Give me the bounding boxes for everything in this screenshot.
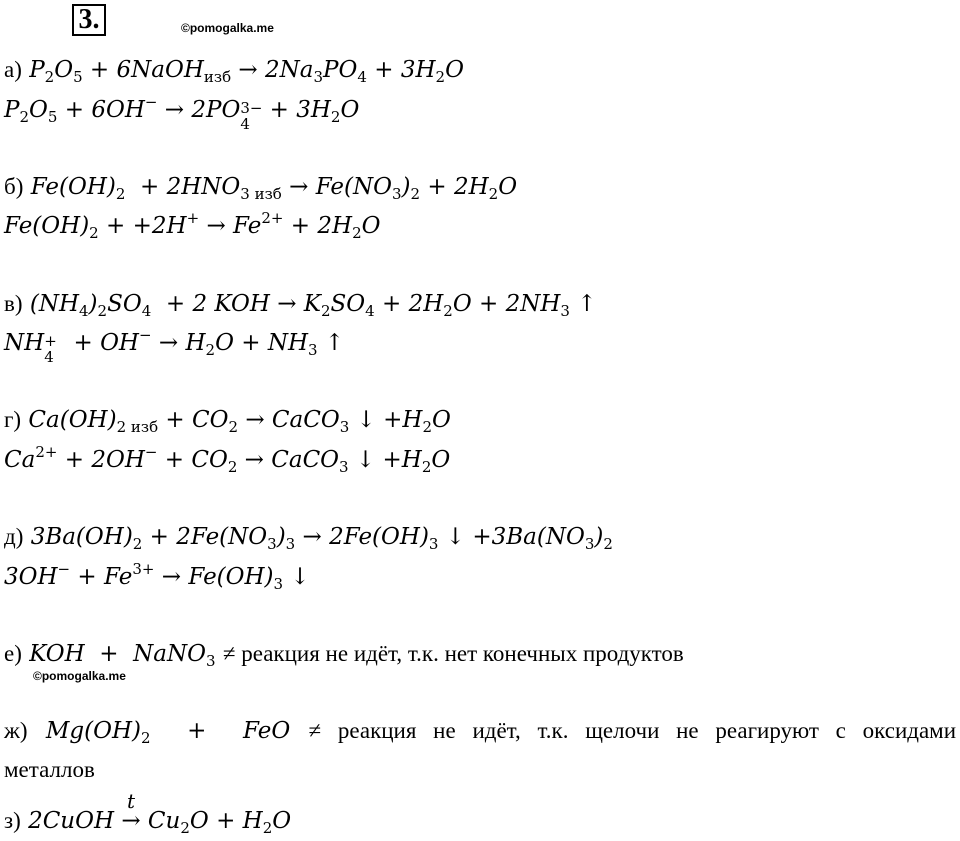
equation-e: е) KOH + NaNO$_3$ ≠ реакция не идёт, т.к. нет конечных продуктов <box>4 641 684 670</box>
watermark-bottom: ©pomogalka.me <box>33 669 126 683</box>
equation-b-molecular: б) $Fe(OH)_2 + 2HNO_{3 изб} \to Fe(NO_3)_2 + 2H_2O$ <box>4 174 518 203</box>
equation-a-molecular: а) $P_2O_5$ + 6NaOH$_{изб}$ → $2Na_3PO_4 + 3H_2O$ <box>4 57 464 86</box>
item-zh-text: ≠ реакция не идёт, т.к. щелочи не реагируют с оксидами <box>308 718 957 743</box>
item-label-zh: ж) <box>4 718 28 743</box>
item-label-a: а) <box>4 57 22 82</box>
watermark-top: ©pomogalka.me <box>181 21 274 35</box>
exercise-number-badge: 3. <box>72 4 106 36</box>
item-label-e: е) <box>4 641 22 666</box>
equation-zh-continuation <box>4 755 95 785</box>
equation-d-ionic: $3OH^- + Fe^{3+} \to Fe(OH)_3$ ↓ <box>4 560 310 593</box>
equation-a-ionic: $P_2O_5 + 6OH^- \to 2PO$ 3− 4 + $3H_2O$ <box>4 93 360 133</box>
equation-d-molecular: д) $3Ba(OH)_2 + 2Fe(NO_3)_3 \to 2Fe(OH)_3$ ↓ $+3Ba(NO_3)_2$ <box>4 524 613 553</box>
equation-zh: ж) $Mg(OH)_2$ + FeO ≠ реакция не идёт, т.к. щелочи не реагируют с оксидами <box>4 718 957 747</box>
item-label-z: з) <box>4 808 21 833</box>
item-label-g: г) <box>4 407 22 432</box>
equation-v-ionic: NH + 4 + $OH^- \to H_2O + NH_3$ ↑ <box>4 326 345 366</box>
item-e-text: ≠ реакция не идёт, т.к. нет конечных продуктов <box>222 641 684 666</box>
item-label-d: д) <box>4 524 24 549</box>
item-zh-text2: металлов <box>4 757 95 782</box>
equation-b-ionic: $Fe(OH)_2 + +2H^+ \to Fe^{2+} + 2H_2O$ <box>4 209 381 242</box>
equation-z: з) 2CuOH t → $Cu_2O + H_2O$ <box>4 789 292 837</box>
equation-g-ionic: $Ca^{2+} + 2OH^- + CO_2$ → CaCO$_3$ ↓ $+H_2O$ <box>4 443 451 476</box>
heat-arrow: t → <box>121 789 141 834</box>
item-label-b: б) <box>4 174 24 199</box>
item-label-v: в) <box>4 291 23 316</box>
equation-v-molecular: в) $(NH_4)_2SO_4 + 2$ KOH → $K_2SO_4 + 2H_2O + 2NH_3$ ↑ <box>4 291 597 320</box>
equation-g-molecular: г) $Ca(OH)_{2 изб} + CO_2$ → CaCO$_3$ ↓ $+H_2O$ <box>4 407 451 436</box>
